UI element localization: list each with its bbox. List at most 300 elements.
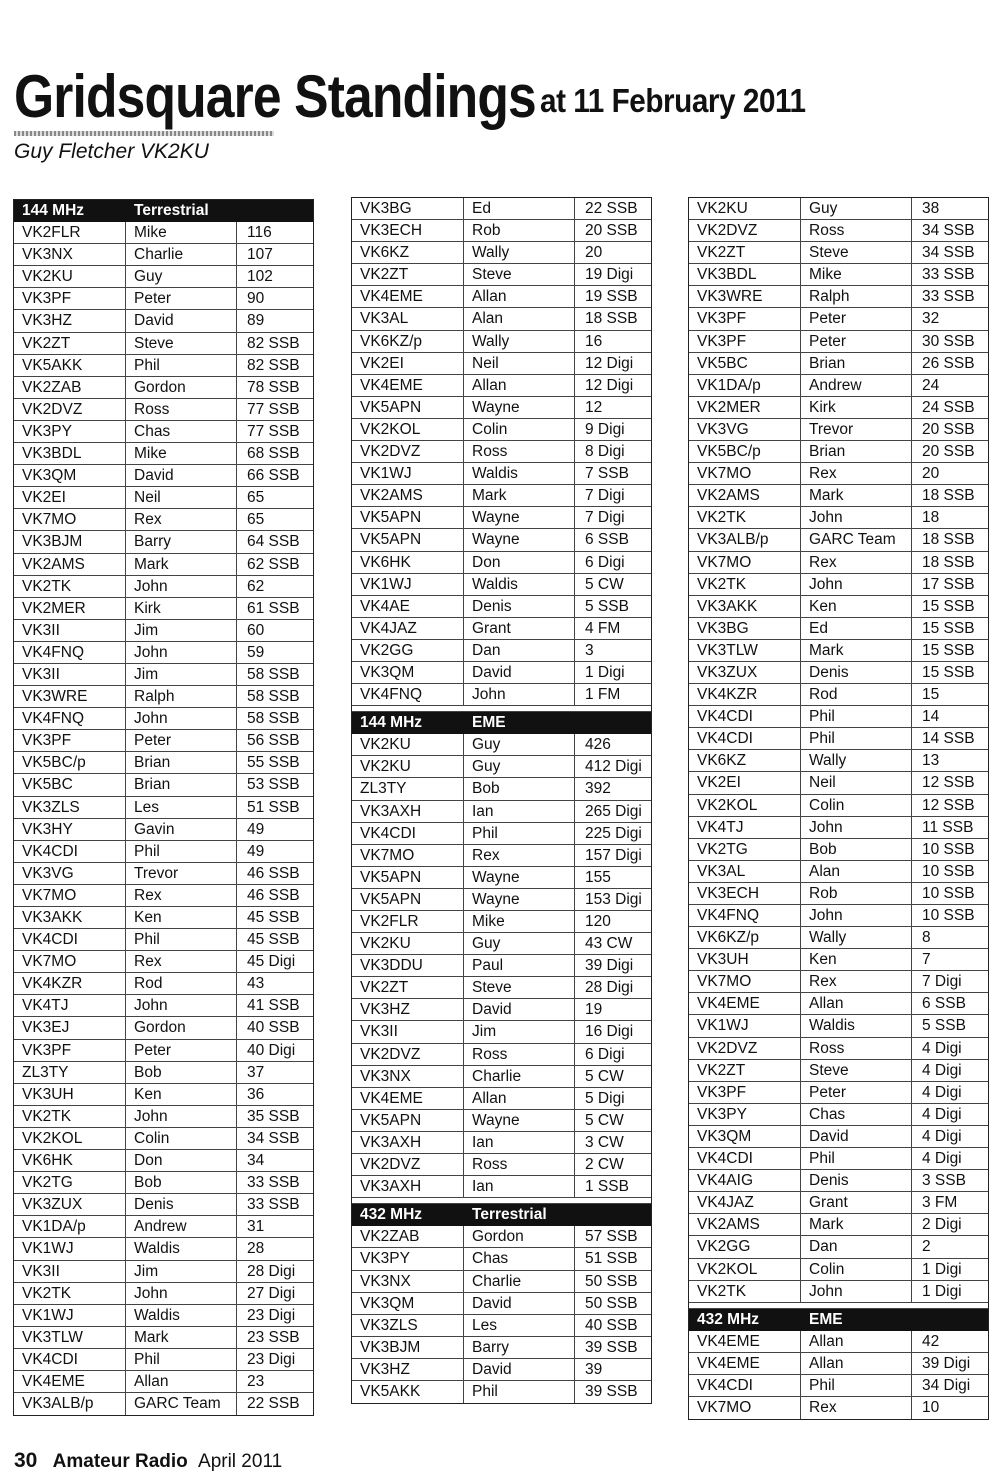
callsign-cell: VK7MO [14, 509, 126, 530]
callsign-cell: VK2ZT [689, 242, 801, 263]
squares-cell: 2 Digi [922, 1216, 962, 1234]
operator-name-cell: John [801, 507, 912, 528]
squares-cell: 31 [247, 1218, 265, 1236]
operator-name-cell: John [126, 642, 237, 663]
operator-name-cell: Ross [801, 220, 912, 241]
standings-row [14, 576, 313, 598]
callsign-cell: VK4CDI [689, 1375, 801, 1396]
standings-row [14, 1393, 313, 1415]
squares-cell: 23 Digi [247, 1350, 296, 1368]
callsign-cell: VK4AIG [689, 1170, 801, 1191]
squares-cell: 16 [585, 332, 603, 350]
squares-cell: 8 [922, 929, 931, 947]
operator-name-cell: Waldis [464, 574, 575, 595]
callsign-cell: VK3TLW [689, 640, 801, 661]
standings-row [689, 1375, 988, 1397]
squares-cell: 107 [247, 246, 273, 264]
squares-cell: 43 CW [585, 935, 633, 953]
band-label: 432 MHz [697, 1310, 760, 1328]
operator-name-cell: Steve [801, 1060, 912, 1081]
squares-cell: 15 SSB [922, 641, 975, 659]
standings-row [689, 662, 988, 684]
callsign-cell: VK3ECH [689, 883, 801, 904]
operator-name-cell: Waldis [464, 463, 575, 484]
standings-row [352, 198, 651, 220]
standings-row [14, 973, 313, 995]
callsign-cell: VK4FNQ [14, 708, 126, 729]
operator-name-cell: Jim [126, 664, 237, 685]
callsign-cell: VK2FLR [14, 222, 126, 243]
standings-row [689, 286, 988, 308]
operator-name-cell: Gordon [464, 1226, 575, 1247]
squares-cell: 12 SSB [922, 774, 975, 792]
callsign-cell: VK1WJ [352, 463, 464, 484]
standings-row [14, 863, 313, 885]
operator-name-cell: John [126, 1106, 237, 1127]
standings-row [689, 331, 988, 353]
standings-row [689, 883, 988, 905]
operator-name-cell: Phil [126, 929, 237, 950]
operator-name-cell: Ross [464, 441, 575, 462]
squares-cell: 77 SSB [247, 422, 300, 440]
squares-cell: 64 SSB [247, 533, 300, 551]
operator-name-cell: Ken [801, 949, 912, 970]
operator-name-cell: Jim [126, 1261, 237, 1282]
standings-row [352, 331, 651, 353]
callsign-cell: VK2KU [352, 933, 464, 954]
standings-row [689, 684, 988, 706]
operator-name-cell: Gavin [126, 819, 237, 840]
operator-name-cell: Steve [126, 333, 237, 354]
standings-row [352, 1088, 651, 1110]
squares-cell: 102 [247, 268, 273, 286]
squares-cell: 35 SSB [247, 1107, 300, 1125]
operator-name-cell: John [801, 905, 912, 926]
operator-name-cell: Peter [126, 288, 237, 309]
standings-row [14, 377, 313, 399]
squares-cell: 68 SSB [247, 445, 300, 463]
standings-row [14, 951, 313, 973]
operator-name-cell: Brian [126, 752, 237, 773]
squares-cell: 4 Digi [922, 1105, 962, 1123]
operator-name-cell: Andrew [126, 1216, 237, 1237]
standings-row [352, 463, 651, 485]
standings-row [689, 750, 988, 772]
squares-cell: 2 CW [585, 1156, 624, 1174]
squares-cell: 55 SSB [247, 754, 300, 772]
callsign-cell: VK2AMS [689, 1214, 801, 1235]
callsign-cell: VK2GG [352, 640, 464, 661]
callsign-cell: VK2MER [689, 397, 801, 418]
standings-row [689, 795, 988, 817]
operator-name-cell: Charlie [464, 1066, 575, 1087]
squares-cell: 49 [247, 842, 265, 860]
standings-row [352, 662, 651, 684]
standings-row [352, 353, 651, 375]
squares-cell: 57 SSB [585, 1228, 638, 1246]
magazine-issue: April 2011 [198, 1451, 283, 1472]
squares-cell: 26 SSB [922, 354, 975, 372]
standings-row [352, 1154, 651, 1176]
standings-row [689, 640, 988, 662]
callsign-cell: VK3HZ [352, 999, 464, 1020]
squares-cell: 89 [247, 312, 265, 330]
callsign-cell: VK2TK [689, 507, 801, 528]
callsign-cell: VK3BDL [689, 264, 801, 285]
standings-row [352, 1176, 651, 1198]
standings-row [352, 242, 651, 264]
callsign-cell: VK5APN [352, 1110, 464, 1131]
standings-row [689, 1148, 988, 1170]
squares-cell: 39 Digi [922, 1354, 971, 1372]
standings-row [689, 817, 988, 839]
squares-cell: 46 SSB [247, 864, 300, 882]
squares-cell: 41 SSB [247, 997, 300, 1015]
operator-name-cell: Allan [801, 993, 912, 1014]
operator-name-cell: Mike [126, 222, 237, 243]
squares-cell: 30 SSB [922, 332, 975, 350]
callsign-cell: VK5APN [352, 507, 464, 528]
operator-name-cell: Steve [464, 977, 575, 998]
callsign-cell: VK2TK [14, 1106, 126, 1127]
squares-cell: 34 SSB [922, 244, 975, 262]
callsign-cell: VK3PF [689, 331, 801, 352]
standings-column-2 [351, 197, 652, 1404]
callsign-cell: VK3NX [14, 244, 126, 265]
standings-row [14, 1261, 313, 1283]
callsign-cell: VK2DVZ [352, 1044, 464, 1065]
squares-cell: 66 SSB [247, 467, 300, 485]
callsign-cell: VK1WJ [689, 1015, 801, 1036]
squares-cell: 19 SSB [585, 288, 638, 306]
operator-name-cell: Ed [464, 198, 575, 219]
operator-name-cell: Phil [801, 706, 912, 727]
squares-cell: 65 [247, 511, 265, 529]
operator-name-cell: Wayne [464, 889, 575, 910]
callsign-cell: VK3PY [14, 421, 126, 442]
operator-name-cell: David [126, 465, 237, 486]
squares-cell: 56 SSB [247, 732, 300, 750]
standings-row [352, 756, 651, 778]
operator-name-cell: Mark [801, 1214, 912, 1235]
standings-row [14, 907, 313, 929]
callsign-cell: VK7MO [352, 845, 464, 866]
operator-name-cell: Guy [464, 756, 575, 777]
callsign-cell: VK6KZ/p [689, 927, 801, 948]
squares-cell: 23 [247, 1372, 265, 1390]
standings-row [352, 778, 651, 800]
callsign-cell: VK4CDI [352, 823, 464, 844]
operator-name-cell: Wally [801, 750, 912, 771]
operator-name-cell: Rod [801, 684, 912, 705]
operator-name-cell: David [126, 310, 237, 331]
squares-cell: 12 SSB [922, 796, 975, 814]
callsign-cell: VK2KU [352, 734, 464, 755]
squares-cell: 1 FM [585, 686, 621, 704]
operator-name-cell: Allan [801, 1331, 912, 1352]
standings-row [14, 929, 313, 951]
operator-name-cell: Waldis [126, 1305, 237, 1326]
squares-cell: 10 SSB [922, 884, 975, 902]
standings-row [14, 1283, 313, 1305]
operator-name-cell: Wayne [464, 1110, 575, 1131]
squares-cell: 153 Digi [585, 890, 642, 908]
operator-name-cell: David [464, 1293, 575, 1314]
standings-row [689, 618, 988, 640]
standings-row [14, 333, 313, 355]
callsign-cell: VK7MO [689, 971, 801, 992]
callsign-cell: VK5APN [352, 889, 464, 910]
standings-row [689, 463, 988, 485]
squares-cell: 157 Digi [585, 846, 642, 864]
callsign-cell: VK7MO [689, 1397, 801, 1419]
standings-row [689, 993, 988, 1015]
callsign-cell: VK3BJM [352, 1337, 464, 1358]
magazine-name: Amateur Radio [52, 1451, 188, 1472]
section-header [689, 1309, 988, 1331]
squares-cell: 392 [585, 780, 611, 798]
callsign-cell: VK4AE [352, 596, 464, 617]
squares-cell: 10 SSB [922, 907, 975, 924]
squares-cell: 82 SSB [247, 334, 300, 352]
callsign-cell: VK4EME [352, 375, 464, 396]
squares-cell: 1 Digi [585, 663, 625, 681]
callsign-cell: VK3PF [689, 308, 801, 329]
standings-row [689, 353, 988, 375]
standings-row [14, 421, 313, 443]
callsign-cell: VK3II [352, 1021, 464, 1042]
standings-row [14, 443, 313, 465]
operator-name-cell: Gordon [126, 1017, 237, 1038]
standings-row [14, 797, 313, 819]
standings-row [352, 823, 651, 845]
article-author: Guy Fletcher VK2KU [14, 140, 209, 163]
callsign-cell: VK2KOL [689, 1259, 801, 1280]
operator-name-cell: Steve [801, 242, 912, 263]
squares-cell: 4 Digi [922, 1061, 962, 1079]
squares-cell: 13 [922, 752, 940, 770]
operator-name-cell: Steve [464, 264, 575, 285]
squares-cell: 4 FM [585, 619, 621, 637]
standings-row [689, 728, 988, 750]
callsign-cell: VK2KOL [14, 1128, 126, 1149]
squares-cell: 1 SSB [585, 1178, 629, 1196]
callsign-cell: VK3AXH [352, 1176, 464, 1197]
callsign-cell: VK4EME [689, 1353, 801, 1374]
squares-cell: 7 Digi [922, 973, 962, 991]
squares-cell: 19 Digi [585, 266, 634, 284]
squares-cell: 33 SSB [922, 288, 975, 306]
callsign-cell: VK3WRE [14, 686, 126, 707]
standings-row [352, 529, 651, 551]
squares-cell: 45 Digi [247, 953, 296, 971]
squares-cell: 1 Digi [922, 1282, 962, 1300]
standings-row [352, 1293, 651, 1315]
operator-name-cell: Wayne [464, 507, 575, 528]
operator-name-cell: Brian [801, 441, 912, 462]
operator-name-cell: Chas [464, 1248, 575, 1269]
callsign-cell: VK3WRE [689, 286, 801, 307]
standings-row [14, 310, 313, 332]
squares-cell: 40 SSB [247, 1019, 300, 1037]
operator-name-cell: David [464, 999, 575, 1020]
page-number: 30 [14, 1449, 38, 1472]
squares-cell: 33 SSB [247, 1174, 300, 1192]
callsign-cell: VK3II [14, 620, 126, 641]
squares-cell: 51 SSB [585, 1250, 638, 1268]
squares-cell: 3 CW [585, 1133, 624, 1151]
standings-row [352, 1021, 651, 1043]
squares-cell: 116 [247, 224, 272, 242]
standings-row [14, 1062, 313, 1084]
standings-row [352, 419, 651, 441]
callsign-cell: ZL3TY [14, 1062, 126, 1083]
squares-cell: 53 SSB [247, 776, 300, 794]
callsign-cell: VK3HZ [352, 1359, 464, 1380]
operator-name-cell: Mark [801, 485, 912, 506]
callsign-cell: VK4EME [689, 1331, 801, 1352]
callsign-cell: VK3QM [689, 1126, 801, 1147]
callsign-cell: VK2TG [689, 839, 801, 860]
operator-name-cell: John [126, 708, 237, 729]
operator-name-cell: Allan [464, 286, 575, 307]
callsign-cell: VK2MER [14, 598, 126, 619]
operator-name-cell: Ed [801, 618, 912, 639]
standings-row [352, 220, 651, 242]
operator-name-cell: Mike [126, 443, 237, 464]
standings-row [352, 734, 651, 756]
operator-name-cell: Barry [126, 531, 237, 552]
standings-row [689, 1082, 988, 1104]
standings-row [689, 419, 988, 441]
operator-name-cell: Charlie [464, 1271, 575, 1292]
operator-name-cell: Phil [801, 1148, 912, 1169]
callsign-cell: VK4JAZ [689, 1192, 801, 1213]
callsign-cell: VK3II [14, 1261, 126, 1282]
callsign-cell: VK4FNQ [689, 905, 801, 926]
standings-row [352, 441, 651, 463]
squares-cell: 5 SSB [922, 1017, 966, 1035]
callsign-cell: VK2TK [689, 574, 801, 595]
squares-cell: 28 Digi [247, 1262, 296, 1280]
callsign-cell: VK3AXH [352, 801, 464, 822]
standings-row [352, 1066, 651, 1088]
squares-cell: 77 SSB [247, 400, 300, 418]
callsign-cell: VK2AMS [14, 554, 126, 575]
standings-row [352, 955, 651, 977]
squares-cell: 6 Digi [585, 1045, 625, 1063]
squares-cell: 20 [922, 465, 940, 483]
operator-name-cell: Waldis [801, 1015, 912, 1036]
callsign-cell: VK3PF [14, 730, 126, 751]
callsign-cell: VK4CDI [14, 929, 126, 950]
squares-cell: 58 SSB [247, 688, 300, 706]
operator-name-cell: Chas [801, 1104, 912, 1125]
band-label: 432 MHz [360, 1206, 423, 1224]
callsign-cell: VK4EME [689, 993, 801, 1014]
callsign-cell: VK3EJ [14, 1017, 126, 1038]
callsign-cell: VK4EME [14, 1371, 126, 1392]
standings-row [689, 839, 988, 861]
operator-name-cell: David [801, 1126, 912, 1147]
squares-cell: 58 SSB [247, 710, 300, 728]
standings-row [14, 1106, 313, 1128]
operator-name-cell: Waldis [126, 1238, 237, 1259]
operator-name-cell: Ian [464, 1176, 575, 1197]
squares-cell: 34 SSB [247, 1129, 300, 1147]
callsign-cell: VK3QM [352, 662, 464, 683]
callsign-cell: VK2KOL [352, 419, 464, 440]
callsign-cell: VK3PY [689, 1104, 801, 1125]
standings-row [689, 1038, 988, 1060]
standings-row [689, 905, 988, 927]
standings-row [14, 1084, 313, 1106]
squares-cell: 3 SSB [922, 1172, 966, 1190]
operator-name-cell: Rex [801, 552, 912, 573]
standings-row [352, 507, 651, 529]
callsign-cell: VK2EI [352, 353, 464, 374]
squares-cell: 10 [922, 1399, 940, 1417]
squares-cell: 4 Digi [922, 1150, 962, 1168]
standings-row [14, 1150, 313, 1172]
squares-cell: 45 SSB [247, 909, 300, 926]
operator-name-cell: Mike [464, 911, 575, 932]
standings-row [14, 841, 313, 863]
squares-cell: 12 [585, 398, 603, 416]
operator-name-cell: Guy [464, 933, 575, 954]
operator-name-cell: Rex [126, 951, 237, 972]
operator-name-cell: John [126, 995, 237, 1016]
squares-cell: 78 SSB [247, 378, 300, 396]
standings-row [352, 911, 651, 933]
squares-cell: 46 SSB [247, 886, 300, 904]
standings-row [14, 620, 313, 642]
standings-row [352, 933, 651, 955]
callsign-cell: VK2DVZ [352, 1154, 464, 1175]
operator-name-cell: Wayne [464, 397, 575, 418]
operator-name-cell: Barry [464, 1337, 575, 1358]
operator-name-cell: Wayne [464, 529, 575, 550]
callsign-cell: VK6KZ [689, 750, 801, 771]
operator-name-cell: Denis [464, 596, 575, 617]
squares-cell: 14 SSB [922, 730, 975, 748]
standings-row [689, 1104, 988, 1126]
standings-row [352, 552, 651, 574]
operator-name-cell: Mark [126, 554, 237, 575]
callsign-cell: VK3ECH [352, 220, 464, 241]
operator-name-cell: Peter [126, 1040, 237, 1061]
squares-cell: 24 SSB [922, 398, 975, 416]
standings-row [14, 487, 313, 509]
standings-row [14, 686, 313, 708]
callsign-cell: VK5APN [352, 529, 464, 550]
squares-cell: 27 Digi [247, 1284, 296, 1302]
standings-row [689, 485, 988, 507]
operator-name-cell: Paul [464, 955, 575, 976]
operator-name-cell: Alan [801, 861, 912, 882]
operator-name-cell: Colin [464, 419, 575, 440]
callsign-cell: VK2DVZ [689, 1038, 801, 1059]
standings-row [352, 574, 651, 596]
standings-row [689, 927, 988, 949]
operator-name-cell: Phil [464, 1381, 575, 1403]
callsign-cell: VK1WJ [14, 1305, 126, 1326]
callsign-cell: VK4CDI [689, 728, 801, 749]
standings-row [352, 801, 651, 823]
callsign-cell: VK4TJ [14, 995, 126, 1016]
operator-name-cell: Dan [464, 640, 575, 661]
callsign-cell: VK4EME [352, 1088, 464, 1109]
